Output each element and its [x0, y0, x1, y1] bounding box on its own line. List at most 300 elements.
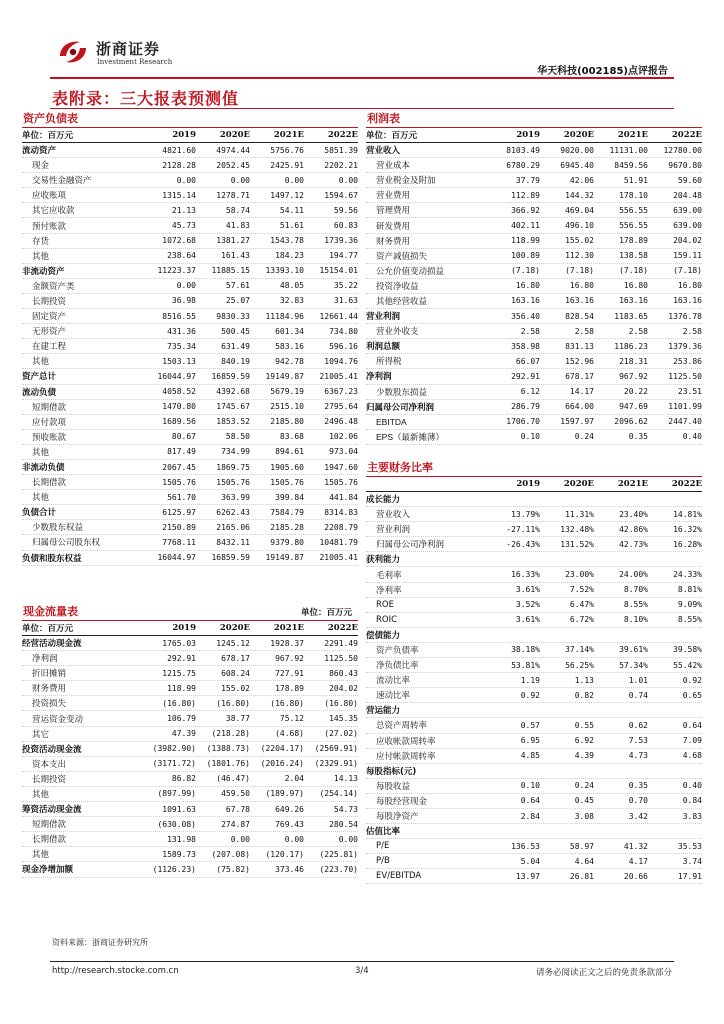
cell-value: 54.73 — [333, 804, 358, 814]
table-row — [22, 385, 358, 400]
table-row — [22, 787, 358, 802]
cell-value: 817.49 — [167, 447, 196, 457]
cell-value: (223.70) — [319, 864, 358, 874]
cell-value: 358.98 — [511, 341, 540, 351]
cell-value: (218.28) — [211, 729, 250, 739]
cell-value: 0.00 — [230, 175, 250, 185]
cell-value: 0.00 — [284, 834, 304, 844]
cell-value: 53.81% — [511, 660, 540, 670]
cell-value: 163.16 — [619, 296, 648, 306]
cell-value: 11223.37 — [157, 266, 196, 276]
cell-value: 4058.52 — [162, 387, 196, 397]
table-row — [366, 324, 702, 339]
table-row — [366, 583, 702, 598]
table-row — [22, 264, 358, 279]
table-group-row — [366, 492, 702, 507]
cell-value: 5756.76 — [270, 145, 304, 155]
cell-value: 59.56 — [333, 205, 358, 215]
cell-value: (16.80) — [270, 698, 304, 708]
cell-value: 2.84 — [520, 811, 540, 821]
table-row — [22, 666, 358, 681]
cell-value: 118.99 — [167, 683, 196, 693]
cell-value: 9.09% — [677, 600, 702, 610]
cell-value: 1505.76 — [324, 477, 358, 487]
row-label: 预付账款 — [32, 221, 67, 232]
cell-value: 32.83 — [279, 296, 304, 306]
cell-value: 2496.48 — [324, 417, 358, 427]
table-body — [22, 143, 358, 566]
footer-disclaimer: 请务必阅读正文之后的免责条款部分 — [535, 968, 672, 978]
cell-value: 0.00 — [230, 834, 250, 844]
cell-value: 54.11 — [279, 205, 304, 215]
unit-label: 单位：百万元 — [22, 624, 74, 634]
row-label: 总资产周转率 — [376, 721, 428, 732]
footer-link[interactable]: http://research.stocke.com.cn — [52, 966, 179, 976]
table-row — [366, 688, 702, 703]
cell-value: 17.91 — [677, 871, 702, 881]
row-label: EV/EBITDA — [376, 871, 422, 882]
cell-value: 6.47% — [569, 600, 594, 610]
cell-value: 0.45 — [574, 796, 594, 806]
cell-value: 194.77 — [329, 251, 358, 261]
table-row — [22, 475, 358, 490]
cell-value: 1947.60 — [324, 462, 358, 472]
row-label: 长期借款 — [32, 478, 67, 489]
cell-value: 37.14% — [565, 645, 594, 655]
cell-value: 1278.71 — [216, 190, 250, 200]
cell-value: 1594.67 — [324, 190, 358, 200]
cell-value: 14.17 — [569, 387, 594, 397]
cell-value: (225.81) — [319, 849, 358, 859]
year-header: 2022E — [327, 130, 358, 140]
table-row — [366, 188, 702, 203]
year-header: 2022E — [671, 130, 702, 140]
row-label: 资本支出 — [32, 759, 67, 770]
cell-value: 0.35 — [628, 432, 648, 442]
cell-value: 102.06 — [329, 432, 358, 442]
cell-value: 16044.97 — [157, 553, 196, 563]
table-row — [22, 802, 358, 817]
cell-value: 204.02 — [673, 236, 702, 246]
row-label: 毛利率 — [376, 570, 402, 581]
cell-value: 363.99 — [221, 492, 250, 502]
table-row — [366, 718, 702, 733]
row-label: EBITDA — [376, 416, 407, 427]
cell-value: 16044.97 — [157, 371, 196, 381]
cell-value: (7.18) — [673, 266, 702, 276]
cell-value: 0.10 — [520, 781, 540, 791]
cell-value: 1928.37 — [270, 638, 304, 648]
cell-value: 0.84 — [682, 796, 702, 806]
cell-value: 441.84 — [329, 492, 358, 502]
row-label: 营业成本 — [376, 161, 411, 172]
table-row — [22, 757, 358, 772]
row-label: 管理费用 — [376, 206, 411, 217]
cell-value: 1315.14 — [162, 190, 196, 200]
cell-value: 16.32% — [673, 524, 702, 534]
row-label: 净利润 — [366, 372, 392, 383]
table-row — [22, 309, 358, 324]
table-row — [366, 143, 702, 158]
table-row — [22, 862, 358, 877]
cell-value: 4.17 — [628, 856, 648, 866]
cell-value: 20.22 — [623, 387, 648, 397]
row-label: 长期投资 — [32, 296, 67, 307]
cell-value: 2425.91 — [270, 160, 304, 170]
table-row — [22, 158, 358, 173]
table-row — [22, 369, 358, 384]
table-row — [22, 727, 358, 742]
row-label: 每股经营现金 — [376, 796, 428, 807]
row-label: 其它 — [32, 729, 50, 740]
cell-value: 2.58 — [574, 326, 594, 336]
table-row — [366, 507, 702, 522]
table-row — [366, 567, 702, 582]
row-label: 存货 — [32, 236, 50, 247]
cell-value: (2329.91) — [314, 759, 358, 769]
cell-value: 23.51 — [677, 387, 702, 397]
cell-value: 57.61 — [225, 281, 250, 291]
header-divider — [50, 77, 674, 79]
cell-value: 42.73% — [619, 539, 648, 549]
cell-value: 0.82 — [574, 690, 594, 700]
row-label: 资产减值损失 — [376, 251, 428, 262]
table-row — [22, 218, 358, 233]
table-row — [22, 203, 358, 218]
cell-value: 1379.36 — [668, 341, 702, 351]
cell-value: 6.92 — [574, 736, 594, 746]
cell-value: (3982.90) — [152, 744, 196, 754]
cell-value: 947.69 — [619, 402, 648, 412]
cell-value: 4.73 — [628, 751, 648, 761]
cell-value: 6780.29 — [506, 160, 540, 170]
cell-value: 155.02 — [565, 236, 594, 246]
cell-value: 42.86% — [619, 524, 648, 534]
cell-value: 47.39 — [171, 729, 196, 739]
cell-value: 2096.62 — [614, 417, 648, 427]
cell-value: 7.52% — [569, 585, 594, 595]
cell-value: 112.30 — [565, 251, 594, 261]
cell-value: 831.13 — [565, 341, 594, 351]
cell-value: 66.07 — [515, 356, 540, 366]
cell-value: 1376.78 — [668, 311, 702, 321]
cell-value: 2447.40 — [668, 417, 702, 427]
cell-value: 11131.00 — [609, 145, 648, 155]
cell-value: 639.00 — [673, 221, 702, 231]
cell-value: 399.84 — [275, 492, 304, 502]
cell-value: (2204.17) — [260, 744, 304, 754]
row-label: 营业收入 — [366, 146, 401, 157]
cell-value: 58.74 — [225, 205, 250, 215]
cell-value: 583.16 — [275, 341, 304, 351]
cell-value: 12661.44 — [319, 311, 358, 321]
cell-value: 57.34% — [619, 660, 648, 670]
cell-value: 39.58% — [673, 645, 702, 655]
table-header-row — [22, 621, 358, 636]
row-label: P/E — [376, 841, 390, 852]
cell-value: 86.82 — [171, 774, 196, 784]
cell-value: 16859.59 — [211, 553, 250, 563]
cell-value: 942.78 — [275, 356, 304, 366]
table-row — [22, 324, 358, 339]
cell-value: 14.81% — [673, 509, 702, 519]
row-label: EPS（最新摊薄） — [376, 431, 445, 442]
table-row — [366, 173, 702, 188]
row-label: 营业收入 — [376, 510, 411, 521]
cell-value: 894.61 — [275, 447, 304, 457]
cell-value: 769.43 — [275, 819, 304, 829]
cell-value: 727.91 — [275, 668, 304, 678]
cell-value: 15154.01 — [319, 266, 358, 276]
table-row — [22, 173, 358, 188]
cell-value: 8.10% — [623, 615, 648, 625]
cell-value: 6.12 — [520, 387, 540, 397]
cell-value: 14.13 — [333, 774, 358, 784]
row-label: 流动负债 — [22, 387, 57, 398]
cell-value: 1381.27 — [216, 236, 250, 246]
row-label: 投资活动现金流 — [22, 744, 82, 755]
cell-value: (1126.23) — [152, 864, 196, 874]
cell-value: 0.35 — [628, 781, 648, 791]
cell-value: 4.39 — [574, 751, 594, 761]
cell-value: 2208.79 — [324, 522, 358, 532]
table-row — [22, 535, 358, 550]
table-row — [22, 817, 358, 832]
table-row — [366, 354, 702, 369]
table-body — [366, 143, 702, 445]
cell-value: 967.92 — [619, 371, 648, 381]
cell-value: 48.05 — [279, 281, 304, 291]
cell-value: 0.64 — [682, 720, 702, 730]
cell-value: 67.78 — [225, 804, 250, 814]
cell-value: 500.45 — [221, 326, 250, 336]
cell-value: 83.68 — [279, 432, 304, 442]
cell-value: (46.47) — [216, 774, 250, 784]
row-label: 每股收益 — [376, 781, 411, 792]
cell-value: 1101.99 — [668, 402, 702, 412]
row-label: 研发费用 — [376, 221, 411, 232]
cell-value: 26.81 — [569, 871, 594, 881]
table-row — [366, 522, 702, 537]
table-row — [366, 158, 702, 173]
cell-value: 41.32 — [623, 841, 648, 851]
table-row — [366, 203, 702, 218]
cell-value: 1745.67 — [216, 402, 250, 412]
cell-value: (254.14) — [319, 789, 358, 799]
cell-value: 292.91 — [511, 371, 540, 381]
year-header: 2021E — [273, 130, 304, 140]
row-label: 归属母公司净利润 — [376, 540, 445, 551]
cell-value: 38.18% — [511, 645, 540, 655]
cell-value: 0.65 — [682, 690, 702, 700]
row-label: 无形资产 — [32, 327, 67, 338]
cell-value: 21005.41 — [319, 371, 358, 381]
cell-value: 21005.41 — [319, 553, 358, 563]
cell-value: 8459.56 — [614, 160, 648, 170]
row-label: 财务费用 — [32, 684, 67, 695]
cell-value: 431.36 — [167, 326, 196, 336]
cell-value: 23.40% — [619, 509, 648, 519]
section-title: 利润表 — [366, 112, 702, 128]
cell-value: 280.54 — [329, 819, 358, 829]
cell-value: 11.31% — [565, 509, 594, 519]
section-title: 资产负债表 — [22, 112, 358, 128]
section-title-text: 现金流量表 — [23, 605, 78, 618]
table-row — [22, 143, 358, 158]
table-row — [22, 445, 358, 460]
cell-value: 0.55 — [574, 720, 594, 730]
cell-value: (16.80) — [216, 698, 250, 708]
table-row — [366, 339, 702, 354]
table-row — [22, 551, 358, 566]
row-label: 投资损失 — [32, 699, 67, 710]
row-label: 其他 — [32, 789, 50, 800]
cell-value: (7.18) — [511, 266, 540, 276]
row-label: 经营活动现金流 — [22, 639, 82, 650]
cell-value: 8.55% — [623, 600, 648, 610]
row-label: 应收帐款周转率 — [376, 736, 436, 747]
cell-value: 10481.79 — [319, 537, 358, 547]
row-label: 净利润 — [32, 654, 58, 665]
cell-value: 144.32 — [565, 190, 594, 200]
cell-value: 1739.36 — [324, 236, 358, 246]
cell-value: 13393.10 — [265, 266, 304, 276]
row-label: 所得税 — [376, 357, 402, 368]
row-label: 短期借款 — [32, 820, 67, 831]
cell-value: 20.66 — [623, 871, 648, 881]
cell-value: 218.31 — [619, 356, 648, 366]
table-row — [22, 681, 358, 696]
cell-value: 9830.33 — [216, 311, 250, 321]
table-row — [22, 490, 358, 505]
table-header-row — [366, 477, 702, 492]
table-row — [22, 234, 358, 249]
row-label: P/B — [376, 856, 390, 867]
cell-value: 1091.63 — [162, 804, 196, 814]
cell-value: 2.04 — [284, 774, 304, 784]
cell-value: 8314.83 — [324, 507, 358, 517]
table-row — [366, 809, 702, 824]
cell-value: 204.02 — [329, 683, 358, 693]
cell-value: 35.22 — [333, 281, 358, 291]
cell-value: 4.85 — [520, 751, 540, 761]
row-label: 少数股东权益 — [32, 523, 84, 534]
row-label: 财务费用 — [376, 236, 411, 247]
table-row — [366, 218, 702, 233]
cell-value: 1072.68 — [162, 236, 196, 246]
cell-value: 1706.70 — [506, 417, 540, 427]
cell-value: 0.70 — [628, 796, 648, 806]
cell-value: (897.99) — [157, 789, 196, 799]
cell-value: 16.80 — [569, 281, 594, 291]
table-row — [366, 749, 702, 764]
cell-value: 5679.19 — [270, 387, 304, 397]
row-label: 其他 — [32, 447, 50, 458]
year-header: 2021E — [617, 479, 648, 489]
cell-value: 596.16 — [329, 341, 358, 351]
table-row — [22, 354, 358, 369]
row-label: 资产总计 — [22, 372, 57, 383]
cell-value: 138.58 — [619, 251, 648, 261]
cell-value: 39.61% — [619, 645, 648, 655]
cell-value: 631.49 — [221, 341, 250, 351]
row-label: 其他经营收益 — [376, 296, 428, 307]
cell-value: 106.79 — [167, 714, 196, 724]
row-label: 营业税金及附加 — [376, 176, 436, 187]
cell-value: 132.48% — [560, 524, 594, 534]
cell-value: 23.00% — [565, 570, 594, 580]
cell-value: 8432.11 — [216, 537, 250, 547]
cell-value: 60.83 — [333, 221, 358, 231]
cell-value: 5851.39 — [324, 145, 358, 155]
cell-value: 16.28% — [673, 539, 702, 549]
cell-value: -27.11% — [506, 524, 540, 534]
cell-value: 1125.50 — [668, 371, 702, 381]
row-label: 长期借款 — [32, 835, 67, 846]
cell-value: 1869.75 — [216, 462, 250, 472]
cell-value: 145.35 — [329, 714, 358, 724]
cell-value: 24.33% — [673, 570, 702, 580]
brand-name: 浙商证券 — [96, 40, 161, 58]
row-label: 其他 — [32, 251, 50, 262]
table-row — [366, 415, 702, 430]
cell-value: 2.58 — [520, 326, 540, 336]
cell-value: 118.99 — [511, 236, 540, 246]
cell-value: 556.55 — [619, 205, 648, 215]
cell-value: 16.80 — [515, 281, 540, 291]
cell-value: 75.12 — [279, 714, 304, 724]
cell-value: 11885.15 — [211, 266, 250, 276]
row-label: 营业利润 — [376, 525, 411, 536]
cell-value: (75.82) — [216, 864, 250, 874]
year-header: 2019 — [172, 130, 196, 140]
cell-value: (7.18) — [565, 266, 594, 276]
cell-value: 9670.80 — [668, 160, 702, 170]
cell-value: 0.92 — [520, 690, 540, 700]
table-row — [22, 400, 358, 415]
row-label: 短期借款 — [32, 402, 67, 413]
table-row — [366, 369, 702, 384]
source-note: 资料来源：浙商证券研究所 — [52, 938, 148, 947]
section-title: 主要财务比率 — [366, 461, 702, 477]
table-row — [366, 794, 702, 809]
cell-value: 292.91 — [167, 653, 196, 663]
cell-value: 0.00 — [338, 834, 358, 844]
cell-value: 42.06 — [569, 175, 594, 185]
cell-value: 6945.40 — [560, 160, 594, 170]
table-row — [366, 537, 702, 552]
cell-value: 0.62 — [628, 720, 648, 730]
cell-value: 184.23 — [275, 251, 304, 261]
row-label: 现金 — [32, 161, 50, 172]
table-row — [366, 734, 702, 749]
cell-value: 0.00 — [338, 175, 358, 185]
row-label: 固定资产 — [32, 312, 67, 323]
cell-value: 13.97 — [515, 871, 540, 881]
table-row — [366, 854, 702, 869]
cell-value: 1597.97 — [560, 417, 594, 427]
cell-value: 664.00 — [565, 402, 594, 412]
cell-value: 178.89 — [619, 236, 648, 246]
cell-value: 3.52% — [515, 600, 540, 610]
cell-value: 1.01 — [628, 675, 648, 685]
cell-value: 3.61% — [515, 585, 540, 595]
row-label: 现金净增加额 — [22, 865, 74, 876]
cell-value: 51.91 — [623, 175, 648, 185]
cell-value: 2185.28 — [270, 522, 304, 532]
cell-value: 80.67 — [171, 432, 196, 442]
cell-value: 1765.03 — [162, 638, 196, 648]
